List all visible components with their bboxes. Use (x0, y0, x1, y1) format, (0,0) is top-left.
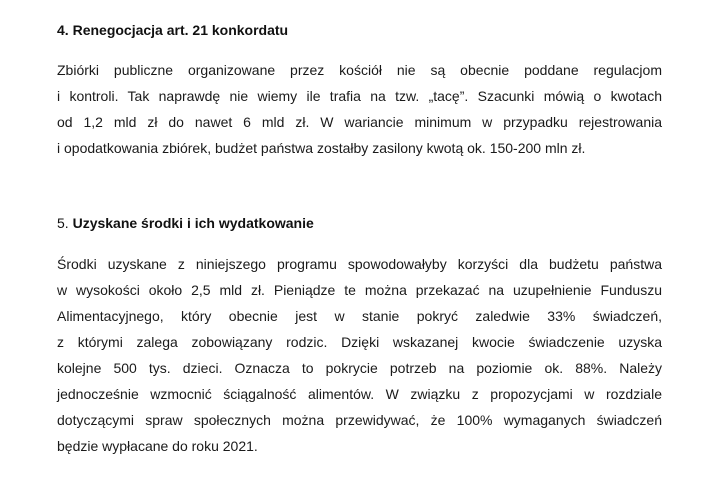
section-5-heading (57, 213, 314, 233)
section-5-line-4: z którymi zalega zobowiązany rodzic. Dzięki wskazanej kwocie świadczenie uzyska (57, 334, 662, 350)
section-5-line-3: Alimentacyjnego, który obecnie jest w stanie pokryć zaledwie 33% świadczeń, (57, 308, 662, 324)
section-4-line-3: od 1,2 mld zł do nawet 6 mld zł. W wariancie minimum w przypadku rejestrowania (57, 114, 662, 130)
section-5-line-8: będzie wypłacane do roku 2021. (57, 438, 258, 454)
section-4-line-1: Zbiórki publiczne organizowane przez kościół nie są obecnie poddane regulacjom (57, 62, 662, 78)
section-5-line-7: dotyczącymi spraw społecznych można przewidywać, że 100% wymaganych świadczeń (57, 412, 662, 428)
section-4-heading (57, 20, 288, 40)
section-5-line-2: w wysokości około 2,5 mld zł. Pieniądze te można przekazać na uzupełnienie Funduszu (57, 282, 662, 298)
section-5-line-6: jednocześnie wzmocnić ściągalność alimentów. W związku z propozycjami w rozdziale (57, 386, 662, 402)
section-5-line-5: kolejne 500 tys. dzieci. Oznacza to pokrycie potrzeb na poziomie ok. 88%. Należy (57, 360, 662, 376)
section-4-line-4: i opodatkowania zbiórek, budżet państwa zostałby zasilony kwotą ok. 150-200 mln zł. (57, 140, 586, 156)
section-5-line-1: Środki uzyskane z niniejszego programu spowodowałyby korzyści dla budżetu państwa (57, 256, 662, 272)
section-4-title: Renegocjacja art. 21 konkordatu (72, 22, 289, 38)
section-4-number: 4. (57, 22, 69, 38)
section-5-title: Uzyskane środki i ich wydatkowanie (72, 215, 314, 231)
section-4-line-2: i kontroli. Tak naprawdę nie wiemy ile trafia na tzw. „tacę”. Szacunki mówią o kwotach (57, 88, 662, 104)
section-5-number: 5. (57, 215, 69, 231)
